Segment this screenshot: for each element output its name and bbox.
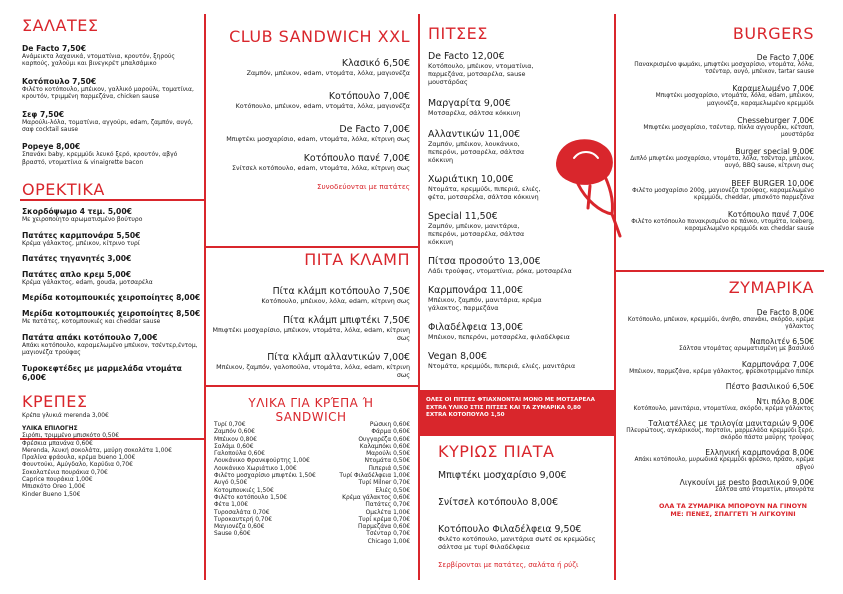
menu-item: De Facto 12,00€ Κοτόπουλο, μπέικον, ντοματίνια, παρμεζάνα, μοτσαρέλα, sause μουστάρδας [428,51,534,86]
menu-item: Πίτσα προσούτο 13,00€ Λάδι τρούφας, ντοματίνια, ρόκα, μοτσαρέλα [428,256,572,275]
club-note: Συνοδεύονται με πατάτες [316,182,410,191]
menu-item: Πατάτες απλο κρεμ 5,00€ Κρέμα γάλακτος, edam, gouda, μοτσαρέλα [22,270,153,287]
menu-item: Μπιφτέκι μοσχαρίσιο 9,00€ [438,470,567,481]
pitses-column [428,0,610,594]
menu-item: Τυροκεφτέδες με μαρμελάδα ντομάτα 6,00€ [22,363,182,382]
menu-item: De Facto 7,00€ Πανακρισμένο ψωμάκι, μπιφτέκι μοσχαρίσιο, ντομάτα, λόλα, τσένταρ, αυγό, μπέικον, tartar sause [634,53,814,76]
menu-item: Λιγκουίνι με pesto βασιλικού 9,00€ Σάλτσα από ντοματίνι, μπουράτα [679,477,814,493]
pizza-note-banner: ΟΛΕΣ ΟΙ ΠΙΤΣΕΣ ΦΤΙΑΧΝΟΝΤΑΙ ΜΟΝΟ ΜΕ ΜΟΤΣΑΡΕΛΑ EXTRA ΥΛΙΚΟ ΣΤΙΣ ΠΙΤΣΕΣ ΚΑΙ ΤΑ ΖΥΜΑΡΙΚΑ 0,80 EXTRA ΚΟΤΟΠΟΥΛΟ 1,50 [418,390,614,436]
menu-item: Πατάτα απάκι κοτόπουλο 7,00€ Απάκι κοτόπουλο, καραμελωμένο μπέικον, τσέντερ,έντομ, μαγιονέζα τρούφας [22,332,198,357]
column-divider [418,14,420,580]
pita-list [212,286,410,389]
ylika-left-list: Τυρί 0,70€ Ζαμπόν 0,60€ Μπέικον 0,80€ Σαλάμι 0,60€ Γαλοπούλα 0,60€ Λουκάνικο Φρανκφούρτης 1,00€ Λουκάνικο Χωριάτικο 1,00€ Φιλέτο μοσχαρίσιο μπιφτέκι 1,50€ Αυγό 0,50€ Κοτομπουκιές 1,50€ Φιλέτο κοτόπουλο 1,50€ Φέτα 1,00€ Τυροσαλάτα 0,70€ Τυροκαυτερή 0,70€ Μαγιονέζα 0,60€ Sause 0,60€ [214,422,316,538]
zymarika-list [622,308,814,519]
menu-item: Κοτόπουλο πανέ 7,00€ Σνίτσελ κοτόπουλο, edam, ντομάτα, λόλα, κίτρινη σως [231,153,410,172]
krepes-extras: Σιρόπι, τριμμένο μπισκότο 0,50€ Φρέσκια μπανάνα 0,60€ Merenda, λευκή σοκολάτα, μαύρη σοκολάτα 1,00€ Πραλίνα φράουλα, κρέμα bueno 1,00€ Φουντούκι, Αμύγδαλο, Καρύδια 0,70€ Σοκολατένια πουράκια 0,70€ Caprice πουράκια 1,00€ Μπισκότο Oreo 1,00€ Kinder Bueno 1,50€ [22,433,172,498]
menu-item: Κοτόπουλο 7,00€ Κοτόπουλο, μπέικον, edam, ντομάτα, λόλα, μαγιονέζα [235,91,410,110]
menu-item: Κλασικό 6,50€ Ζαμπόν, μπέικον, edam, ντομάτα, λόλα, μαγιονέζα [246,58,410,77]
menu-item: Καραμελωμένο 7,00€ Μπιφτέκι μοσχαρίσιο, ντομάτα, λόλα, edam, μπέικον, μαγιονέζα, καραμελωμένο κρεμμύδι [655,84,814,107]
zymarika-note: ΟΛΑ ΤΑ ΖΥΜΑΡΙΚΑ ΜΠΟΡΟΥΝ ΝΑ ΓΙΝΟΥΝ ΜΕ: ΠΕΝΕΣ, ΣΠΑΓΓΕΤΙ Ή ΛΙΓΚΟΥΙΝΙ [658,502,807,519]
menu-item: Φιλαδέλφεια 13,00€ Μπέικον, πεπερόνι, μοτσαρέλα, φιλαδέλφεια [428,322,570,341]
menu-item: Σκορδόψωμο 4 τεμ. 5,00€ Με χειροποίητο αρωματισμένο βούτυρο [22,207,143,224]
menu-item: Μερίδα κοτομπουκιές χειροποίητες 8,50€ Με πατάτες, κοτομπουκιές και cheddar sause [22,309,201,326]
club-column [212,0,410,594]
menu-item: Πίτα κλάμπ κοτόπουλο 7,50€ Κοτόπουλο, μπέικον, λόλα, edam, κίτρινη σως [261,286,410,305]
menu-item: Σεφ 7,50€ Μαρούλι-λόλα, τοματίνια, αγγούρι, edam, ζαμπόν, αυγό, σαφ cocktail sause [22,109,193,134]
menu-item: Μαργαρίτα 9,00€ Μοτσαρέλα, σάλτσα κόκκινη [428,98,521,117]
orektika-title: ΟΡΕΚΤΙΚΑ [22,180,105,200]
menu-item: Ταλιατέλλες με τριλογία μανιταριών 9,00€ Πλευρώτους, αγκάρικους, πορτσίνι, μαρμελάδα κρεμμύδι ξερό, σκόρδο πάστα μαύρης τρούφας [626,419,814,442]
column-divider [614,14,616,580]
club-title: CLUB SANDWICH XXL [229,27,410,46]
menu-item: Κοτόπουλο Φιλαδέλφεια 9,50€ Φιλέτο κοτόπουλο, μανιτάρια σωτέ σε κρεμώδες σάλτσα με τυρί Φιλαδέλφεια [438,524,596,551]
menu-item: Πατάτες τηγανητές 3,00€ [22,254,132,264]
menu-item: Special 11,50€ Ζαμπόν, μπέικον, μανιτάρια, πεπερόνι, μοτσαρέλα, σάλτσα κόκκινη [428,211,525,246]
menu-item: Chesseburger 7,00€ Μπιφτέκι μοσχαρίσιο, τσένταρ, πίκλα αγγουράκι, κέτσαπ, μουστάρδα [643,115,814,139]
kyrios-title: ΚΥΡΙΩΣ ΠΙΑΤΑ [438,442,555,461]
krepes-extras-title: ΥΛΙΚΑ ΕΠΙΛΟΓΗΣ [22,425,78,432]
pitses-title: ΠΙΤΣΕΣ [428,24,488,43]
menu-item: Popeye 8,00€ Σπανάκι baby, κρεμμύδι λευκό ξερό, κρουτόν, αβγό βραστό, ντοματίνια & vinaigrette bacon [22,142,178,166]
salates-list [22,44,202,166]
kyrios-note: Σερβίρονται με πατάτες, σαλάτα ή ρύζι [438,561,579,569]
menu-item: Πατάτες καρμπονάρα 5,50€ Κρέμα γάλακτος, μπέικον, κίτρινο τυρί [22,230,141,247]
menu-item: Μερίδα κοτομπουκιές χειροποίητες 8,00€ [22,293,201,303]
column-divider [204,14,206,580]
kyrios-list [438,470,608,569]
menu-item: De Facto 7,50€ Ανάμεικτα λαχανικά, ντοματίνια, κρουτόν, ξηρούς καρπούς, χαλούμι και βινεγκρέτ μπαλσάμικο [22,44,175,68]
menu-item: Καρμπονάρα 11,00€ Μπέικον, ζαμπόν, μανιτάρια, κρέμα γάλακτος, παρμεζάνα [428,285,542,312]
menu-item: De Facto 8,00€ Κοτόπουλο, μπέικον, κρεμμύδι, άνηθο, σπανάκι, σκόρδο, κρέμα γάλακτος [627,308,814,331]
menu-item: Πέστο βασιλικού 6,50€ [725,381,814,391]
pita-title: ΠΙΤΑ ΚΛΑΜΠ [304,250,410,269]
menu-item: Αλλαντικών 11,00€ Ζαμπόν, μπέικον, λουκάνικο, πεπερόνι, μοτσαρέλα, σάλτσα κόκκινη [428,129,525,164]
krepes-title: ΚΡΕΠΕΣ [22,391,88,411]
menu-item: Κοτόπουλο 7,50€ Φιλέτο κοτόπουλο, μπέικον, γαλλικό μαρούλι, τοματίνια, κρουτόν, τριμμένη παρμεζάνα, chicken sause [22,76,194,101]
menu-item: Πίτα κλάμπ αλλαντικών 7,00€ Μπέικον, ζαμπόν, γαλοπούλα, ντομάτα, λόλα, edam, κίτρινη σως [216,352,410,379]
menu-item: Ελληνική καρμπονάρα 8,00€ Απάκι κοτόπουλο, μυρωδικά κρεμμύδι φρέσκο, πράσο, κρέμα αβγού [634,448,814,471]
menu-item: Καρμπονάρα 7,00€ Μπέικον, παρμεζάνα, κρέμα γάλακτος, φρεσκοτριμμένο πιπέρι [629,359,814,375]
menu-item: Κοτόπουλο πανέ 7,00€ Φιλέτο κοτόπουλο πανακρισμένο σε πάνκο, ντομάτα, Iceberg, καραμελωμένο κρεμμύδι και cheddar sause [631,210,814,233]
left-column [22,0,202,594]
ylika-title: ΥΛΙΚΑ ΓΙΑ ΚΡΈΠΑ Ή SANDWICH [248,396,374,424]
menu-item: BEEF BURGER 10,00€ Φιλέτο μοσχαρίσιο 200g, μαγιονέζα τρούφας, καραμελωμένο κρεμμύδι, cheddar, μπισκότο παρμεζάνα [632,178,814,201]
ylika-right-list: Ρώσικη 0,60€ Φάρμα 0,60€ Ουγγαρέζα 0,60€ Καλαμπόκι 0,60€ Μαρούλι 0,50€ Ντομάτα 0,50€ Πιπεριά 0,50€ Τυρί Φιλαδέλφεια 1,00€ Τυρί Milner 0,70€ Ελιές 0,50€ Κρέμα γάλακτος 0,60€ Πατάτες 0,70€ Ομελέτα 1,00€ Τυρί κρέμα 0,70€ Παρμεζάνα 0,60€ Τσένταρ 0,70€ Chicago 1,00€ [339,422,410,545]
menu-item: Χωριάτικη 10,00€ Ντομάτα, κρεμμύδι, πιπεριά, ελιές, φέτα, μοτσαρέλα, σάλτσα κόκκινη [428,174,541,201]
menu-item: Burger special 9,00€ Διπλό μπιφτέκι μοσχαρίσιο, ντομάτα, λόλα, τσένταρ, μπέικον, αυγό, BBQ sause, κίτρινη σως [630,147,814,170]
burger-hand-illustration [548,130,628,240]
menu-item: Πίτα κλάμπ μπιφτέκι 7,50€ Μπιφτέκι μοσχαρίσιο, μπέικον, ντομάτα, λόλα, edam, κίτρινη σως [212,315,410,342]
menu-item: De Facto 7,00€ Μπιφτέκι μοσχαρίσιο, edam, ντομάτα, λόλα, κίτρινη σως [226,124,410,143]
menu-item: Vegan 8,00€ Ντομάτα, κρεμμύδι, πιπεριά, ελιές, μανιτάρια [428,351,576,370]
burgers-title: BURGERS [732,24,814,43]
right-column [622,0,814,594]
salates-title: ΣΑΛΑΤΕΣ [22,16,99,35]
orektika-list [22,207,202,381]
menu-item: Ναπολιτέν 6,50€ Σάλτσα ντομάτας αρωματισμένη με βασιλικό [679,337,814,353]
krepes-subtitle: Κρέπα γλυκιά merenda 3,00€ [22,412,109,419]
menu-item: Ντι πόλο 8,00€ Κοτόπουλο, μανιτάρια, ντοματίνια, σκόρδο, κρέμα γάλακτος [633,396,814,412]
zymarika-title: ΖΥΜΑΡΙΚΑ [728,278,814,297]
menu-item: Σνίτσελ κοτόπουλο 8,00€ [438,497,559,508]
